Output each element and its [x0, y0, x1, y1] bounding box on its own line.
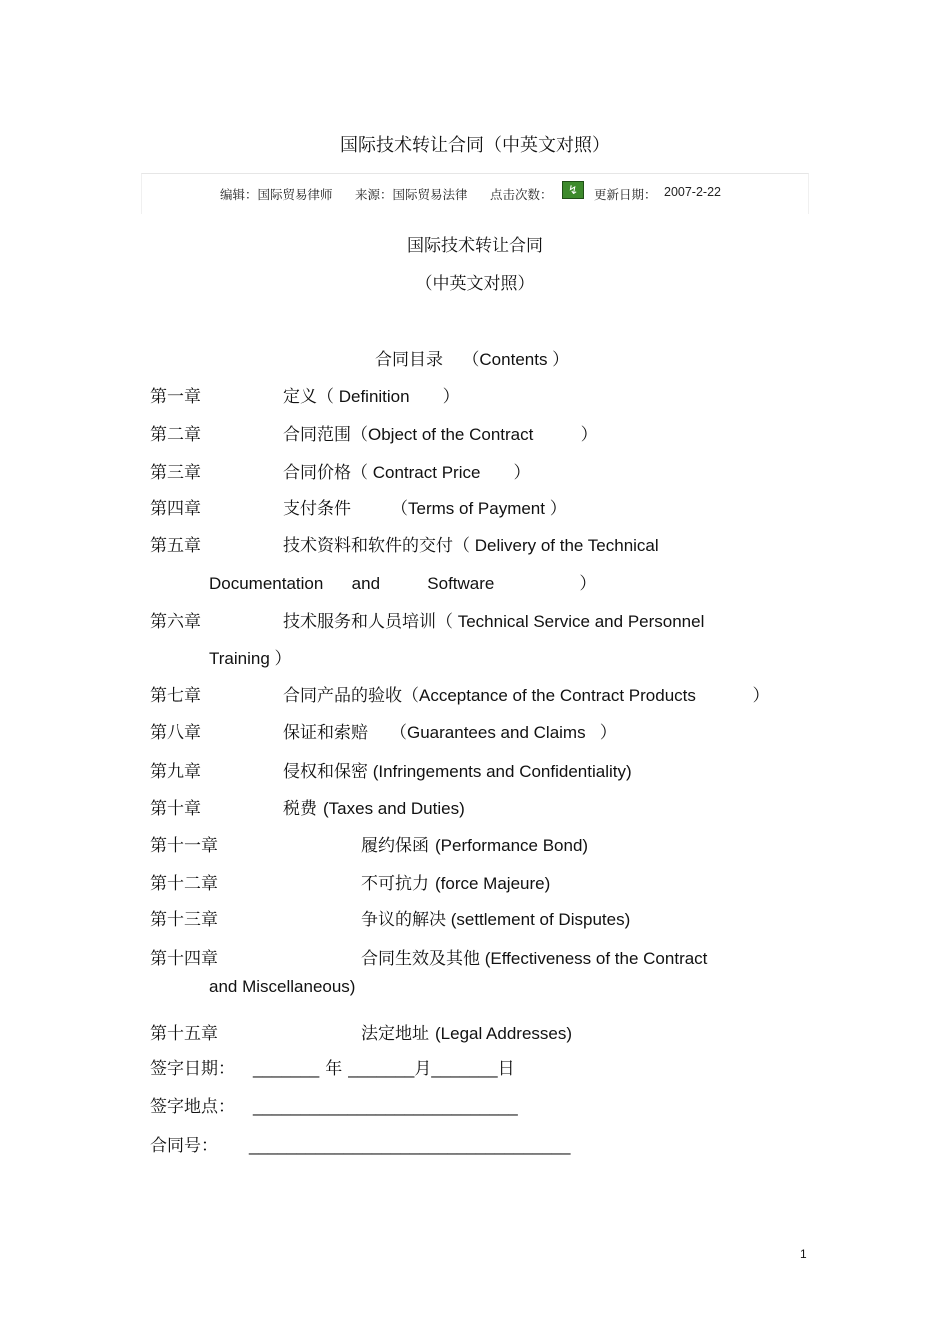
source-info: 来源：国际贸易法律: [355, 187, 468, 202]
chapter-title-cn: 侵权和保密: [283, 762, 368, 782]
chapter-title-en: (Legal Addresses): [435, 1024, 573, 1043]
day-label: 日: [497, 1059, 515, 1079]
chapter-title: [283, 382, 460, 407]
chapter-title-en: （Guarantees and Claims ）: [390, 723, 617, 742]
chapter-title: [361, 944, 707, 969]
chapter-title: [361, 831, 588, 856]
chapter-title-en: (Performance Bond): [435, 836, 589, 855]
chapter-title: [283, 494, 567, 519]
chapter-number: 第四章: [150, 499, 201, 519]
signing-date: [150, 1054, 515, 1079]
page-number: 1: [800, 1247, 807, 1261]
chapter-title-cn: 税费: [283, 799, 317, 819]
chapter-title: [283, 531, 659, 556]
chapter-title: [361, 1019, 572, 1044]
document-subtitle: （中英文对照）: [415, 274, 535, 294]
chapter-title-en: （ Definition ）: [317, 387, 460, 406]
chapter-title-en: (Taxes and Duties): [323, 799, 465, 818]
chapter-number: 第十五章: [150, 1024, 218, 1044]
click-counter-icon: ↯: [562, 181, 584, 199]
signing-date-label: 签字日期：: [150, 1059, 235, 1079]
contract-number-label: 合同号：: [150, 1136, 218, 1156]
contents-heading: [375, 345, 569, 370]
chapter-title-en: （Terms of Payment ）: [391, 499, 567, 518]
editor-info: 编辑：国际贸易律师: [220, 187, 333, 202]
chapter-title: [361, 905, 630, 930]
chapter-title-cn: 技术资料和软件的交付（: [283, 536, 470, 556]
chapter-title-cn: 技术服务和人员培训（: [283, 612, 453, 632]
chapter-title-en: (Infringements and Confidentiality): [368, 762, 632, 781]
clicks-label: 点击次数：: [490, 187, 553, 202]
chapter-title: [283, 757, 632, 782]
year-label: 年: [325, 1059, 343, 1079]
chapter-title-en: （ Contract Price ）: [351, 463, 531, 482]
chapter-title: [283, 458, 531, 483]
article-meta-bar: [141, 173, 809, 214]
chapter-title-cn: 支付条件: [283, 499, 351, 519]
chapter-title-en: (settlement of Disputes): [446, 910, 631, 929]
chapter-number: 第七章: [150, 686, 201, 706]
chapter-number: 第九章: [150, 762, 201, 782]
chapter-title-en: Technical Service and Personnel: [453, 612, 705, 631]
contract-number-blank: __________________________________: [249, 1136, 571, 1155]
chapter-number: 第十章: [150, 799, 201, 819]
chapter-title-cn: 定义: [283, 387, 317, 407]
updated-date: 2007-2-22: [664, 185, 721, 199]
page-title: 国际技术转让合同（中英文对照）: [340, 135, 610, 156]
chapter-title: [283, 794, 465, 819]
signing-place-blank: ____________________________: [253, 1097, 518, 1116]
chapter-title-cn: 不可抗力: [361, 874, 429, 894]
chapter-title: [283, 420, 598, 445]
chapter-title-continuation: Documentation and Software ）: [209, 574, 597, 593]
updated-label: 更新日期：: [594, 187, 657, 202]
chapter-title-continuation: and Miscellaneous): [209, 977, 356, 996]
chapter-title-continuation: Training ）: [209, 649, 292, 668]
chapter-title-cn: 合同产品的验收（: [283, 686, 419, 706]
chapter-number: 第十一章: [150, 836, 218, 856]
chapter-number: 第十三章: [150, 910, 218, 930]
chapter-number: 第一章: [150, 387, 201, 407]
chapter-title: [283, 718, 617, 743]
signing-place: [150, 1092, 518, 1117]
chapter-title-en: Acceptance of the Contract Products ）: [419, 686, 770, 705]
year-blank: _______: [253, 1059, 320, 1078]
chapter-title-cn: 合同生效及其他: [361, 949, 480, 969]
month-label: 月: [414, 1059, 432, 1079]
chapter-number: 第五章: [150, 536, 201, 556]
chapter-number: 第八章: [150, 723, 201, 743]
chapter-number: 第三章: [150, 463, 201, 483]
day-blank: _______: [431, 1059, 498, 1078]
chapter-number: 第十二章: [150, 874, 218, 894]
chapter-title-cn: 合同价格: [283, 463, 351, 483]
chapter-number: 第六章: [150, 612, 201, 632]
chapter-title-cn: 履约保函: [361, 836, 429, 856]
chapter-title-cn: 法定地址: [361, 1024, 429, 1044]
chapter-number: 第二章: [150, 425, 201, 445]
chapter-title-en: (force Majeure): [435, 874, 551, 893]
document-title: 国际技术转让合同: [407, 236, 543, 256]
chapter-title: [361, 869, 550, 894]
chapter-title-cn: 争议的解决: [361, 910, 446, 930]
chapter-title: [283, 607, 704, 632]
chapter-title-en: （Object of the Contract ）: [351, 425, 598, 444]
contract-number: [150, 1131, 570, 1156]
chapter-title-cn: 保证和索赔: [283, 723, 368, 743]
chapter-title: [283, 681, 770, 706]
chapter-title-cn: 合同范围: [283, 425, 351, 445]
contents-heading-cn: 合同目录: [375, 350, 443, 370]
signing-place-label: 签字地点：: [150, 1097, 235, 1117]
chapter-number: 第十四章: [150, 949, 218, 969]
contents-heading-en: （Contents ）: [462, 350, 570, 369]
month-blank: _______: [348, 1059, 415, 1078]
chapter-title-en: (Effectiveness of the Contract: [480, 949, 708, 968]
chapter-title-en: Delivery of the Technical: [470, 536, 659, 555]
